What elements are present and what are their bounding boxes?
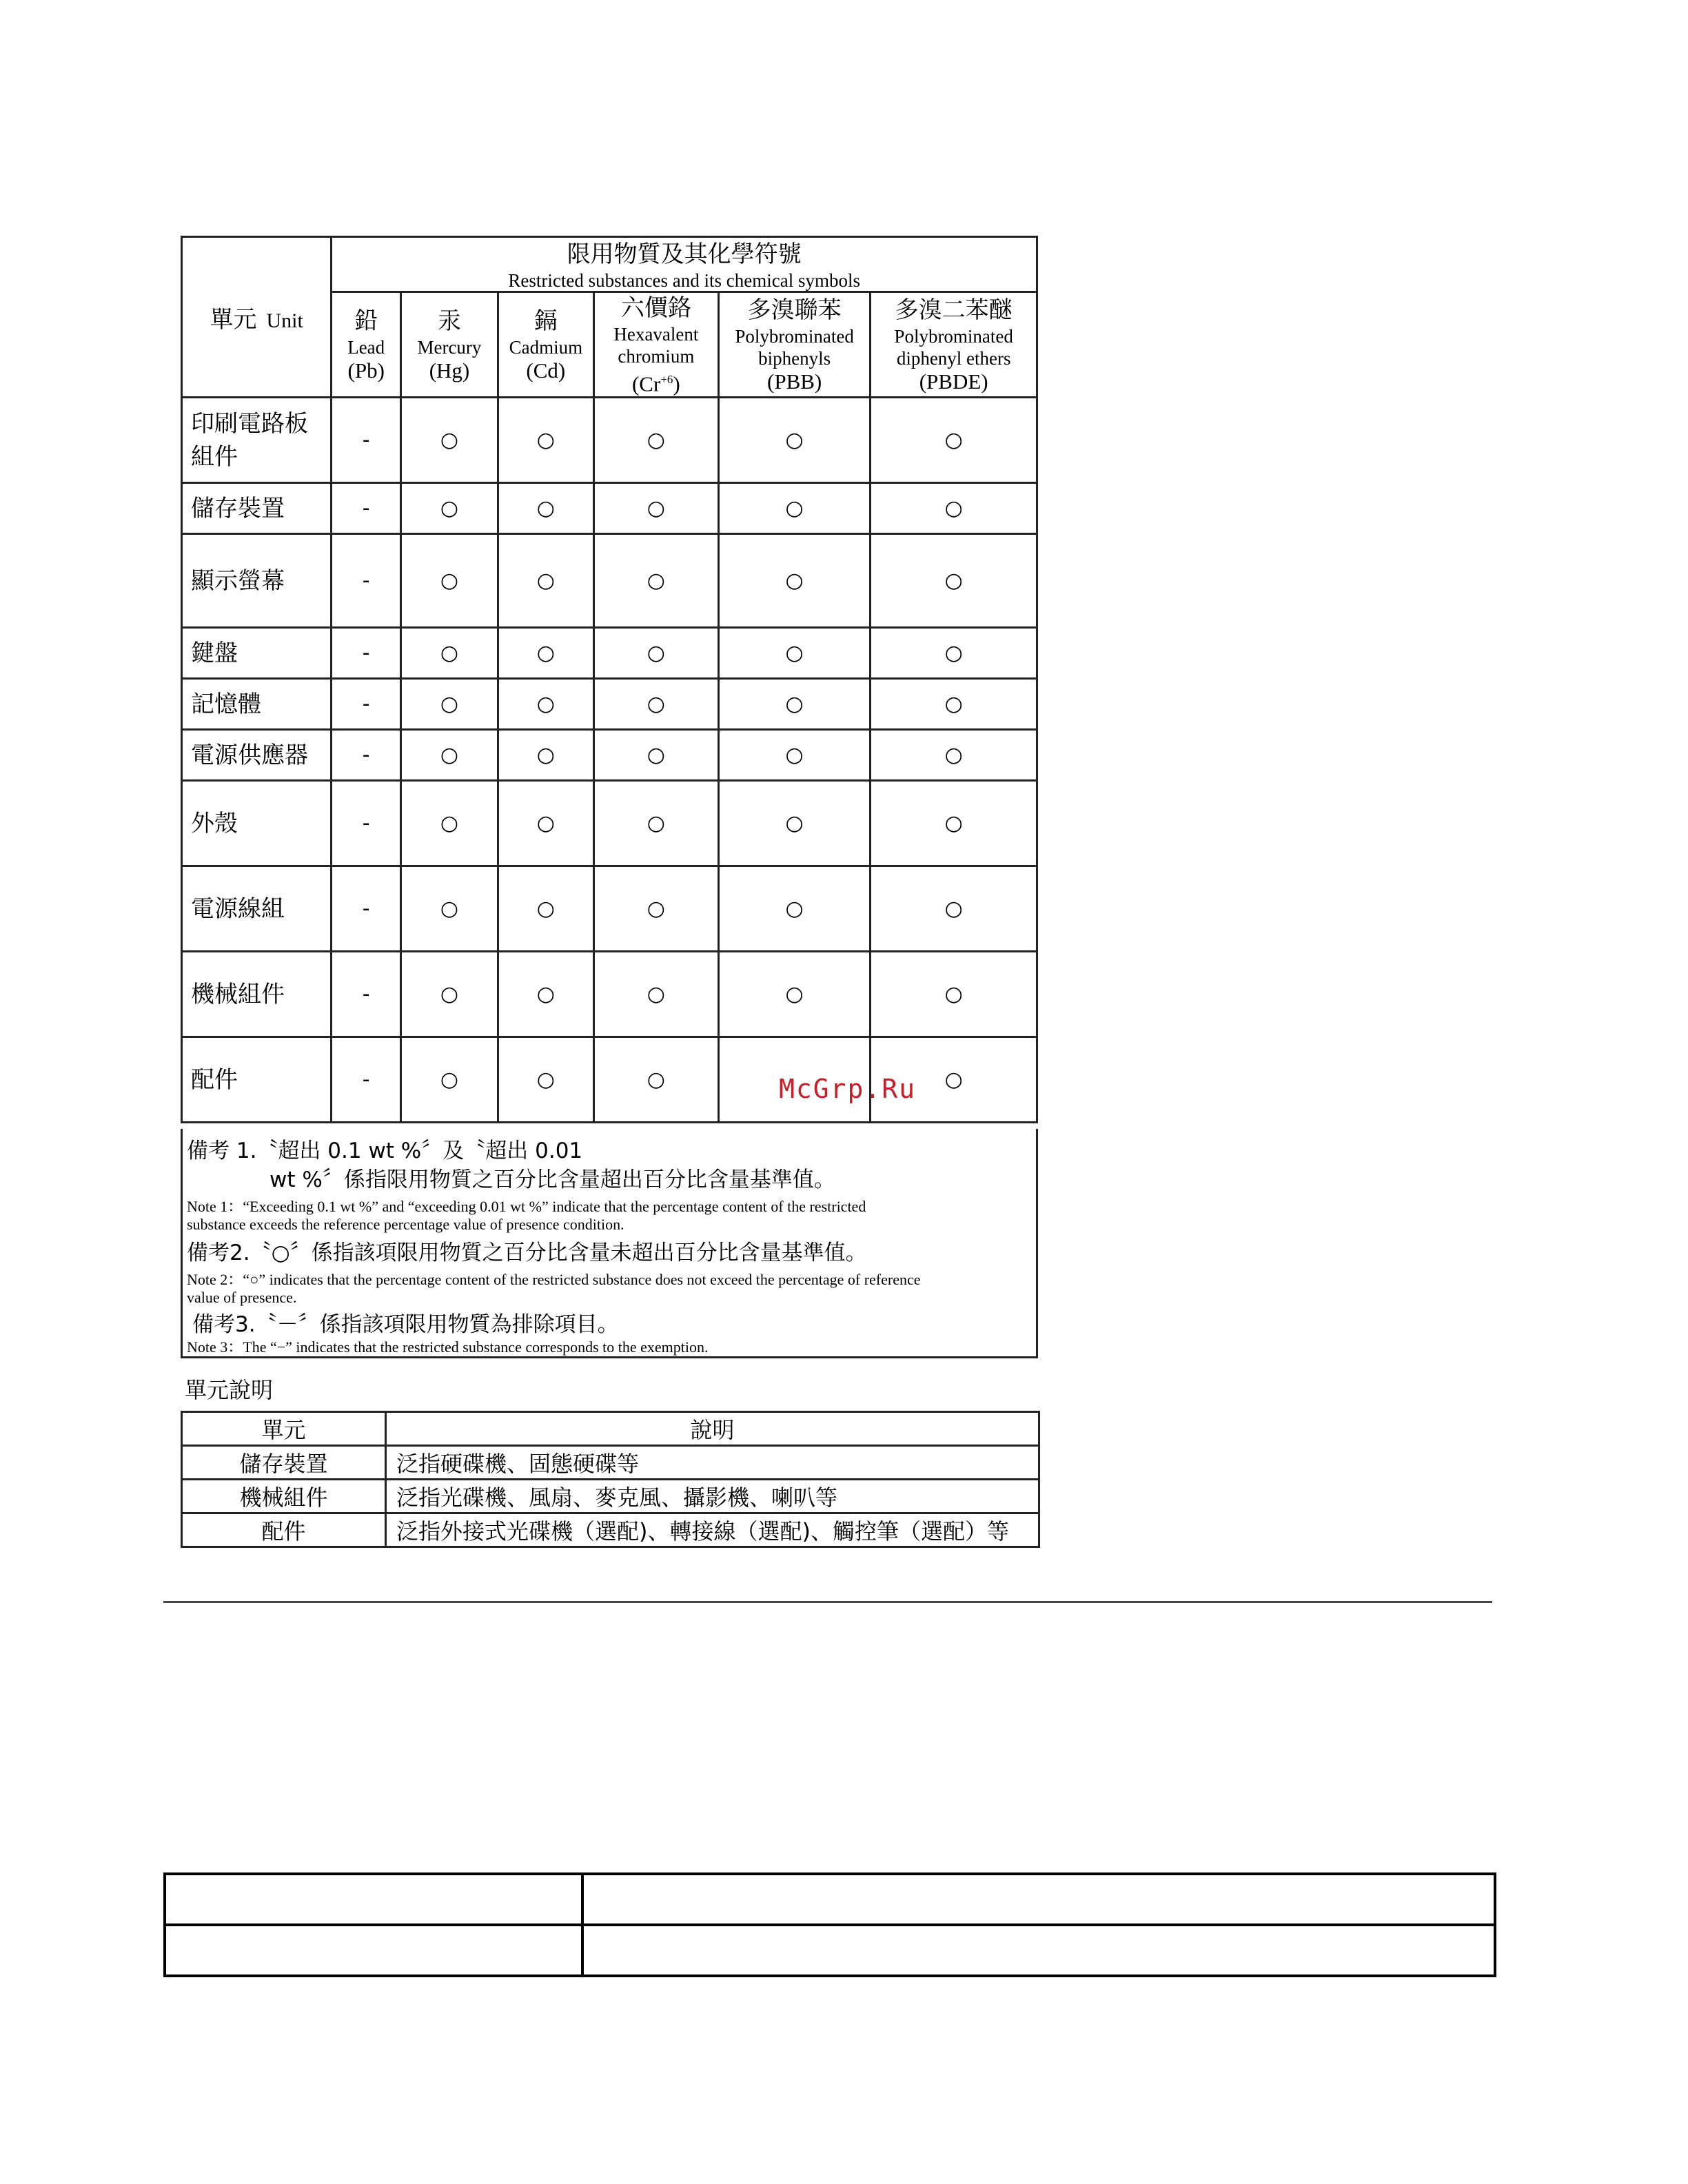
section-divider: [163, 1601, 1492, 1603]
value-cell: -: [332, 781, 401, 866]
header-cell: 說明: [386, 1412, 1039, 1446]
value-cell: ○: [498, 534, 593, 628]
substance-symbol: (PBDE): [919, 369, 988, 394]
substance-en: Polybrominated: [735, 326, 854, 347]
row-label: 儲存裝置: [182, 483, 332, 534]
symbol-superscript: +6: [660, 373, 673, 386]
value-cell: ○: [718, 679, 870, 730]
header-cell: 單元: [182, 1412, 386, 1446]
value-cell: ○: [401, 730, 498, 781]
value-cell: -: [332, 952, 401, 1037]
value-cell: ○: [871, 781, 1037, 866]
value-cell: ○: [871, 628, 1037, 679]
value-cell: ○: [718, 398, 870, 483]
value-cell: ○: [871, 866, 1037, 952]
row-label: 顯示螢幕: [182, 534, 332, 628]
substance-header-cadmium: [498, 292, 593, 398]
unit-description-table: [181, 1411, 1040, 1548]
row-label: 電源供應器: [182, 730, 332, 781]
substance-en-line2: diphenyl ethers: [896, 348, 1011, 369]
empty-cell: [582, 1925, 1495, 1976]
substance-symbol: (Pb): [347, 358, 385, 383]
table-row: [182, 1513, 1039, 1547]
empty-table: [163, 1872, 1496, 1977]
value-cell: ○: [593, 679, 718, 730]
symbol-base: (Cr: [631, 371, 661, 396]
value-cell: ○: [718, 730, 870, 781]
table-row: [182, 483, 1037, 534]
value-cell: -: [332, 730, 401, 781]
value-cell: ○: [401, 679, 498, 730]
empty-cell: [165, 1925, 582, 1976]
substance-en-line2: chromium: [618, 346, 695, 367]
substance-cn: 鉛: [354, 307, 378, 336]
substance-en: Hexavalent: [613, 324, 699, 345]
value-cell: -: [332, 398, 401, 483]
symbol-end: ): [673, 371, 680, 396]
substance-header-mercury: [401, 292, 498, 398]
value-cell: ○: [401, 398, 498, 483]
substance-symbol: (Cd): [526, 358, 566, 383]
notes-box: [181, 1129, 1038, 1358]
value-cell: ○: [401, 1037, 498, 1123]
row-label: 機械組件: [182, 952, 332, 1037]
row-label: 電源線組: [182, 866, 332, 952]
value-cell: ○: [593, 628, 718, 679]
row-label-line2: 組件: [191, 442, 238, 471]
value-cell: ○: [498, 730, 593, 781]
substance-en-line2: biphenyls: [758, 348, 831, 369]
unit-header-cell: [182, 237, 332, 398]
value-cell: -: [332, 534, 401, 628]
row-label: 鍵盤: [182, 628, 332, 679]
substance-header-pbb: [718, 292, 870, 398]
value-cell: ○: [498, 952, 593, 1037]
unit-desc-cell: 泛指硬碟機、固態硬碟等: [386, 1446, 1039, 1480]
value-cell: ○: [871, 1037, 1037, 1123]
value-cell: ○: [718, 866, 870, 952]
substance-en: Lead: [347, 337, 385, 358]
value-cell: ○: [718, 781, 870, 866]
value-cell: ○: [593, 483, 718, 534]
value-cell: ○: [401, 534, 498, 628]
row-label: 記憶體: [182, 679, 332, 730]
unit-name-cell: 機械組件: [182, 1480, 386, 1513]
value-cell: ○: [718, 952, 870, 1037]
value-cell: ○: [498, 1037, 593, 1123]
value-cell: ○: [498, 866, 593, 952]
value-cell: -: [332, 866, 401, 952]
value-cell: ○: [593, 730, 718, 781]
note3-en: Note 3：The “−” indicates that the restricted substance corresponds to the exemption.: [187, 1338, 709, 1356]
substance-en: Cadmium: [509, 337, 583, 358]
table-row: [182, 866, 1037, 952]
empty-cell: [582, 1874, 1495, 1925]
table-row: [182, 1480, 1039, 1513]
value-cell: -: [332, 628, 401, 679]
table-row: [182, 781, 1037, 866]
value-cell: ○: [498, 628, 593, 679]
table-row: [182, 1446, 1039, 1480]
value-cell: ○: [401, 952, 498, 1037]
note1-en-line1: Note 1：“Exceeding 0.1 wt %” and “exceeding 0.01 wt %” indicate that the percentage content of the restricted: [187, 1198, 866, 1215]
table-row: [182, 398, 1037, 483]
unit-header-en: Unit: [266, 309, 303, 332]
group-header-cell: [332, 237, 1037, 292]
substance-cn: 汞: [437, 307, 461, 336]
value-cell: ○: [498, 781, 593, 866]
note2-en-line1: Note 2：“○” indicates that the percentage content of the restricted substance does not exceed the percentage of reference: [187, 1271, 921, 1288]
note1-en-line2: substance exceeds the reference percentage value of presence condition.: [187, 1216, 624, 1233]
value-cell: ○: [593, 781, 718, 866]
restricted-substances-table: [181, 236, 1038, 1123]
substance-header-chromium: [593, 292, 718, 398]
value-cell: ○: [498, 398, 593, 483]
value-cell: ○: [498, 679, 593, 730]
value-cell: ○: [871, 679, 1037, 730]
value-cell: ○: [593, 866, 718, 952]
table-row: [182, 534, 1037, 628]
value-cell: ○: [593, 952, 718, 1037]
substance-symbol: (PBB): [767, 369, 822, 394]
value-cell: ○: [871, 730, 1037, 781]
substance-header-pbde: [871, 292, 1037, 398]
value-cell: ○: [593, 534, 718, 628]
value-cell: ○: [718, 483, 870, 534]
substance-cn: 鎘: [533, 307, 558, 336]
unit-header-cn: 單元: [210, 305, 257, 334]
note2-cn: 備考2.〝○〞係指該項限用物質之百分比含量未超出百分比含量基準值。: [187, 1241, 867, 1265]
substance-cn: 多溴聯苯: [747, 296, 842, 325]
table-row: [182, 952, 1037, 1037]
value-cell: ○: [871, 534, 1037, 628]
value-cell: ○: [871, 483, 1037, 534]
value-cell: ○: [871, 398, 1037, 483]
note2-en-line2: value of presence.: [187, 1289, 297, 1306]
row-label-line1: 印刷電路板: [191, 409, 308, 438]
value-cell: ○: [593, 398, 718, 483]
value-cell: ○: [871, 952, 1037, 1037]
unit-name-cell: 配件: [182, 1513, 386, 1547]
note1-cn-line2: wt %〞係指限用物質之百分比含量超出百分比含量基準值。: [270, 1167, 835, 1192]
empty-cell: [165, 1874, 582, 1925]
table-row: [182, 679, 1037, 730]
value-cell: ○: [718, 534, 870, 628]
unit-name-cell: 儲存裝置: [182, 1446, 386, 1480]
group-header-en: Restricted substances and its chemical symbols: [508, 269, 860, 291]
value-cell: -: [332, 1037, 401, 1123]
substance-en: Polybrominated: [894, 326, 1013, 347]
group-header-cn: 限用物質及其化學符號: [567, 240, 802, 268]
unit-description-title: 單元說明: [185, 1377, 274, 1403]
row-label: 配件: [182, 1037, 332, 1123]
value-cell: -: [332, 483, 401, 534]
substance-en: Mercury: [417, 337, 482, 358]
value-cell: ○: [593, 1037, 718, 1123]
substance-cn: 六價鉻: [620, 294, 691, 322]
row-label: 外殼: [182, 781, 332, 866]
watermark-text: McGrp.Ru: [779, 1074, 917, 1104]
value-cell: ○: [401, 483, 498, 534]
table-row: [165, 1874, 1495, 1925]
substance-header-lead: [332, 292, 401, 398]
substance-symbol: (Hg): [429, 358, 470, 383]
table-row: [182, 730, 1037, 781]
note3-cn: 備考3.〝－〞係指該項限用物質為排除項目。: [192, 1312, 619, 1337]
value-cell: ○: [498, 483, 593, 534]
unit-desc-cell: 泛指外接式光碟機（選配)、轉接線（選配)、觸控筆（選配）等: [386, 1513, 1039, 1547]
value-cell: ○: [401, 628, 498, 679]
table-row: [165, 1925, 1495, 1976]
value-cell: ○: [718, 628, 870, 679]
value-cell: -: [332, 679, 401, 730]
value-cell: ○: [401, 781, 498, 866]
substance-symbol: [595, 367, 718, 396]
unit-desc-cell: 泛指光碟機、風扇、麥克風、攝影機、喇叭等: [386, 1480, 1039, 1513]
table-row: [182, 1412, 1039, 1446]
value-cell: ○: [401, 866, 498, 952]
substance-cn: 多溴二苯醚: [895, 296, 1013, 325]
note1-cn-line1: 備考 1.〝超出 0.1 wt %〞及〝超出 0.01: [187, 1139, 583, 1163]
table-row: [182, 628, 1037, 679]
row-label: [182, 398, 332, 483]
